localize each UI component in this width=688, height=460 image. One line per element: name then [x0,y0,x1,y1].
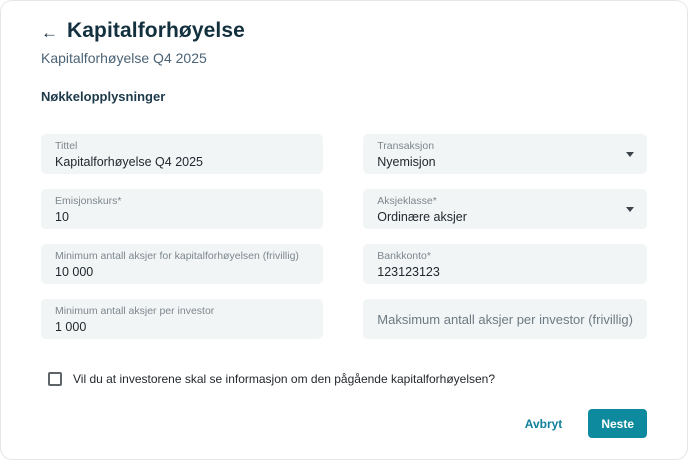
bank-account-field[interactable] [363,244,647,284]
issue-price-field[interactable] [41,189,323,229]
field-value: 10 [55,210,69,224]
chevron-down-icon [626,207,634,212]
share-class-select[interactable] [363,189,647,229]
form-footer [41,409,647,438]
field-label: Bankkonto* [377,250,431,262]
page-subtitle: Kapitalforhøyelse Q4 2025 [41,50,207,66]
section-heading: Nøkkelopplysninger [41,89,166,104]
field-value: Nyemisjon [377,155,436,169]
field-label: Minimum antall aksjer for kapitalforhøyelsen (frivillig) [55,250,299,262]
page-title: Kapitalforhøyelse [67,19,245,42]
chevron-down-icon [626,152,634,157]
investor-info-checkbox[interactable] [48,372,62,386]
field-label: Tittel [55,140,78,152]
investor-info-checkbox-row [41,372,647,386]
next-button[interactable]: Neste [588,409,647,438]
form-grid [41,134,647,339]
title-field[interactable] [41,134,323,174]
page-header [41,19,647,43]
cancel-button[interactable]: Avbryt [524,416,563,431]
field-value: 10 000 [55,265,94,279]
min-shares-per-investor-field[interactable] [41,299,323,339]
min-shares-capital-increase-field[interactable] [41,244,323,284]
field-value: Ordinære aksjer [377,210,467,224]
field-placeholder: Maksimum antall aksjer per investor (frivillig) [377,311,633,327]
field-label: Transaksjon [377,140,435,152]
field-label: Minimum antall aksjer per investor [55,305,215,317]
max-shares-per-investor-field[interactable] [363,299,647,339]
field-value: Kapitalforhøyelse Q4 2025 [55,155,204,169]
transaction-select[interactable] [363,134,647,174]
back-arrow-icon[interactable]: ← [41,22,58,42]
field-value: 123123123 [377,265,440,279]
field-label: Emisjonskurs* [55,195,122,207]
investor-info-checkbox-label: Vil du at investorene skal se informasjon om den pågående kapitalforhøyelsen? [73,372,496,386]
field-label: Aksjeklasse* [377,195,437,207]
field-value: 1 000 [55,320,87,334]
